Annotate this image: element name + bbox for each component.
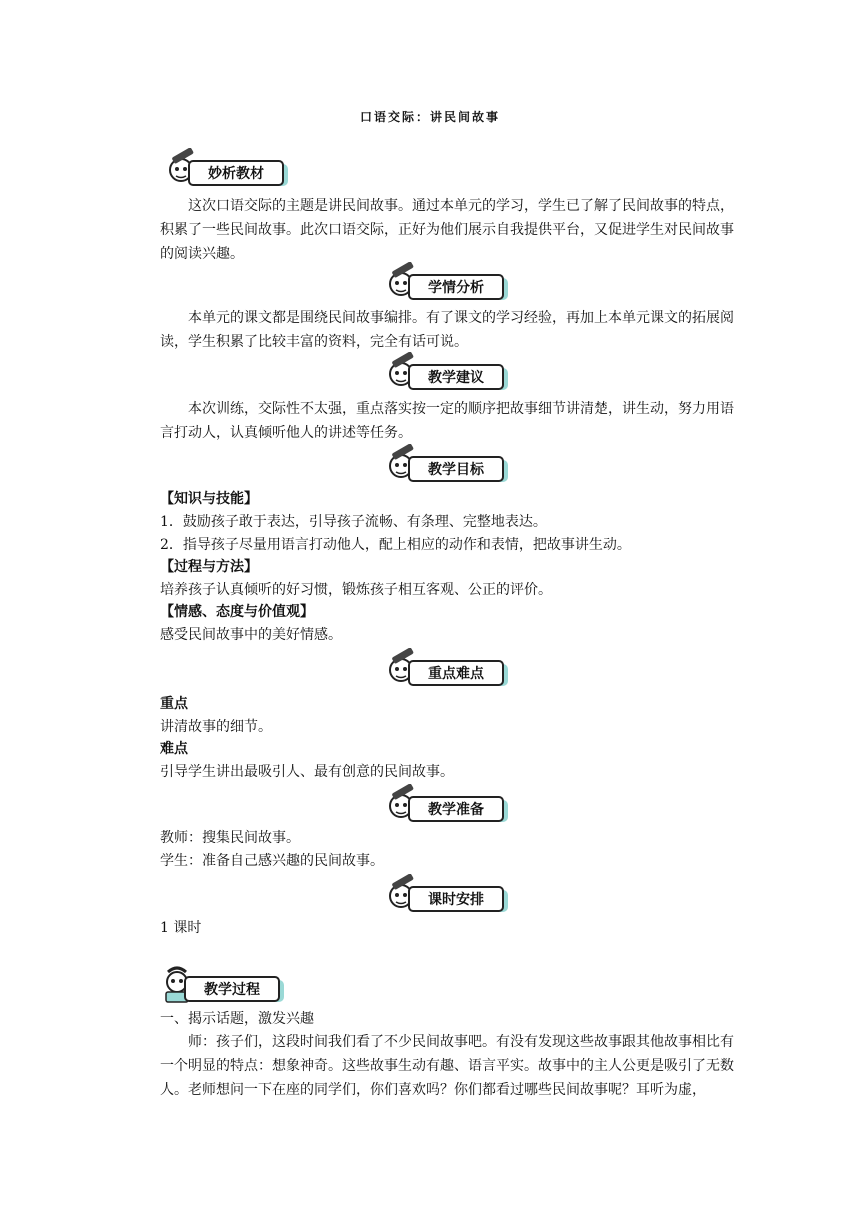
paragraph: 这次口语交际的主题是讲民间故事。通过本单元的学习，学生已了解了民间故事的特点，积累了一些民间故事。此次口语交际，正好为他们展示自我提供平台，又促进学生对民间故事的阅读兴趣。 [160,198,734,262]
section-heading: 妙析教材 [188,160,284,186]
section-badge-schedule [386,882,510,912]
section-badge-process [162,972,286,1002]
list-item: 培养孩子认真倾听的好习惯，锻炼孩子相互客观、公正的评价。 [160,582,552,598]
section-badge-suggestion [386,360,510,390]
section-heading: 教学准备 [408,796,504,822]
list-item: 讲清故事的细节。 [160,719,272,735]
section-heading: 教学建议 [408,364,504,390]
paragraph: 本单元的课文都是围绕民间故事编排。有了课文的学习经验，再加上本单元课文的拓展阅读，学生积累了比较丰富的资料，完全有话可说。 [160,310,734,350]
list-item: 1．鼓励孩子敢于表达，引导孩子流畅、有条理、完整地表达。 [160,514,547,530]
section-badge-goals [386,452,510,482]
list-item: 引导学生讲出最吸引人、最有创意的民间故事。 [160,764,454,780]
list-item: 学生：准备自己感兴趣的民间故事。 [160,853,384,869]
subheading: 难点 [160,741,188,757]
list-item: 2．指导孩子尽量用语言打动他人，配上相应的动作和表情，把故事讲生动。 [160,537,631,553]
subheading: 【过程与方法】 [160,559,258,575]
section-heading: 教学目标 [408,456,504,482]
paragraph: 1 课时 [160,920,202,936]
section-badge-keypoints [386,656,510,686]
section-badge-preparation [386,792,510,822]
list-item: 一、揭示话题，激发兴趣 [160,1011,314,1027]
list-item: 教师：搜集民间故事。 [160,830,300,846]
subheading: 【情感、态度与价值观】 [160,604,314,620]
section-heading: 重点难点 [408,660,504,686]
paragraph: 本次训练，交际性不太强，重点落实按一定的顺序把故事细节讲清楚，讲生动，努力用语言打动人，认真倾听他人的讲述等任务。 [160,401,734,441]
subheading: 【知识与技能】 [160,491,258,507]
section-heading: 学情分析 [408,274,504,300]
section-badge-situation [386,270,510,300]
section-badge-analysis [166,156,290,186]
section-heading: 课时安排 [408,886,504,912]
section-heading: 教学过程 [184,976,280,1002]
paragraph: 师：孩子们，这段时间我们看了不少民间故事吧。有没有发现这些故事跟其他故事相比有一个明显的特点：想象神奇。这些故事生动有趣、语言平实。故事中的主人公更是吸引了无数人。老师想问一下在座的同学们，你们喜欢吗？你们都看过哪些民间故事呢？耳听为虚， [160,1034,734,1098]
page-title: 口语交际：讲民间故事 [359,110,500,124]
subheading: 重点 [160,696,188,712]
list-item: 感受民间故事中的美好情感。 [160,627,342,643]
